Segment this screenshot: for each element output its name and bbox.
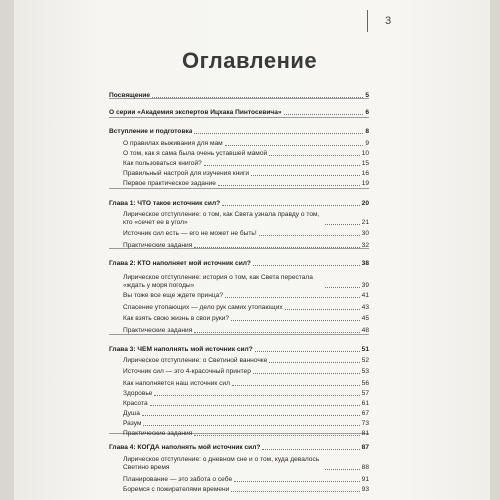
toc-entry-title: Вы тоже все еще ждете принца? [123,292,223,299]
dot-leader [325,224,360,225]
toc-entry-title: Душа [123,410,140,417]
toc-section-entry [109,124,369,136]
toc-subsection-entry [123,311,369,323]
toc-entry-title: О правилах выживания для мам [123,140,223,147]
toc-entry-page: 52 [361,357,369,364]
toc-entry-title: Практические задания [123,327,193,334]
toc-entry-page: 5 [365,92,369,99]
toc-entry-page: 16 [361,170,369,177]
dot-leader [152,97,363,98]
toc-entry-title: Лирическое отступление: о Светиной ванночке [123,357,268,364]
toc-entry-page: 57 [361,390,369,397]
toc-entry-title: Глава 3: ЧЕМ наполнять мой источник сил? [109,346,253,353]
dot-leader [269,362,359,363]
toc-section-entry [109,440,369,452]
toc-subsection-entry [123,288,369,300]
toc-entry-title: Глава 4: КОГДА наполнять мой источник сил? [109,444,261,451]
toc-subsection-entry [123,364,369,376]
dot-leader [194,435,359,436]
toc-entry-title: Практические задания [123,430,193,437]
toc-entry-title: О серии «Академия экспертов Ицхака Пинтосевича» [109,109,282,116]
dot-leader [231,491,359,492]
toc-entry-title: Вступление и подготовка [109,128,193,135]
dot-leader [253,265,360,266]
toc-entry-title: Практические задания [123,242,193,249]
toc-subsection-entry [123,207,369,227]
dot-leader [253,373,360,374]
toc-entry-title: Спасение утопающих — дело рук самих утопающих [123,304,283,311]
toc-subsection-entry [123,452,369,472]
toc-entry-page: 53 [361,368,369,375]
toc-entry-title: Здоровье [123,390,153,397]
toc-entry-page: 39 [361,282,369,289]
toc-entry-title: Лирическое отступление: о том, как Света узнала правду о том, кто «сечет ее в угол» [123,211,320,226]
toc-entry-page: 93 [361,486,369,493]
toc-subsection-entry [123,323,369,335]
toc-entry-page: 9 [365,140,369,147]
dot-leader [231,320,360,321]
toc-entry-title: О том, как я сама была очень уставшей мамой [123,150,268,157]
toc-entry-page: 32 [361,242,369,249]
toc-subsection-entry [123,482,369,494]
toc-entry-page: 88 [361,464,369,471]
toc-entry-title: Как наполняется наш источник сил [123,380,230,387]
toc-entry-page: 15 [361,160,369,167]
dot-leader [194,133,363,134]
dot-leader [325,469,360,470]
dot-leader [259,235,360,236]
toc-entry-page: 6 [365,109,369,116]
toc-entry-page: 30 [361,230,369,237]
toc-entry-page: 87 [361,444,369,451]
toc-entry-page: 48 [361,327,369,334]
toc-entry-page: 61 [361,400,369,407]
toc-section-entry [109,88,369,100]
toc-entry-page: 19 [361,180,369,187]
dot-leader [284,114,364,115]
toc-entry-page: 38 [361,260,369,267]
dot-leader [262,449,359,450]
toc-entry-page: 41 [361,292,369,299]
toc-entry-page: 51 [361,346,369,353]
section-divider [109,188,369,189]
toc-section-entry [109,256,369,268]
toc-entry-title: Источник сил есть — его не может не быть! [123,230,257,237]
toc-subsection-entry [123,176,369,188]
toc-entry-title: Боремся с пожирателями времени [123,486,230,493]
page-title: Оглавление [182,48,318,73]
page-number-divider [367,10,368,32]
toc-entry-page: 20 [361,200,369,207]
dot-leader [255,351,360,352]
page-number: 3 [385,15,392,27]
dot-leader [194,247,359,248]
toc-entry-title: Первое практическое задание [123,180,216,187]
toc-section-entry [109,105,369,117]
toc-entry-page: 91 [361,476,369,483]
dot-leader [218,185,360,186]
toc-subsection-entry [123,270,369,290]
toc-entry-title: Лирическое отступление: о дневном сне и о том, куда девалось Светино время [123,456,320,471]
toc-entry-title: Разум [123,420,142,427]
toc-entry-title: Глава 2: КТО наполняет мой источник сил? [109,260,251,267]
toc-entry-page: 8 [365,128,369,135]
toc-entry-page: 67 [361,410,369,417]
toc-subsection-entry [123,226,369,238]
toc-entry-page: 21 [361,219,369,226]
toc-entry-title: Глава 1: ЧТО такое источник сил? [109,200,221,207]
toc-entry-title: Красота [123,400,148,407]
toc-entry-title: Как пользоваться книгой? [123,160,202,167]
book-page [14,0,490,500]
toc-entry-title: Источник сил — это 4-красочный принтер [123,368,251,375]
dot-leader [222,205,359,206]
toc-entry-page: 81 [361,430,369,437]
toc-entry-page: 73 [361,420,369,427]
toc-entry-title: Правильный настрой для изучения книги [123,170,250,177]
toc-entry-page: 10 [361,150,369,157]
toc-entry-title: Как взять свою жизнь в свои руки? [123,315,230,322]
dot-leader [225,297,360,298]
toc-subsection-entry [123,426,369,438]
section-divider [109,117,369,118]
toc-entry-page: 56 [361,380,369,387]
dot-leader [194,332,359,333]
dot-leader [285,309,360,310]
toc-subsection-entry [123,238,369,250]
toc-entry-title: Планирование — это забота о себе [123,476,233,483]
toc-entry-title: Лирическое отступление: история о том, как Света перестала «ждать у моря погоды» [123,274,313,289]
toc-entry-page: 45 [361,315,369,322]
toc-entry-title: Посвящение [109,92,151,99]
toc-entry-page: 43 [361,304,369,311]
